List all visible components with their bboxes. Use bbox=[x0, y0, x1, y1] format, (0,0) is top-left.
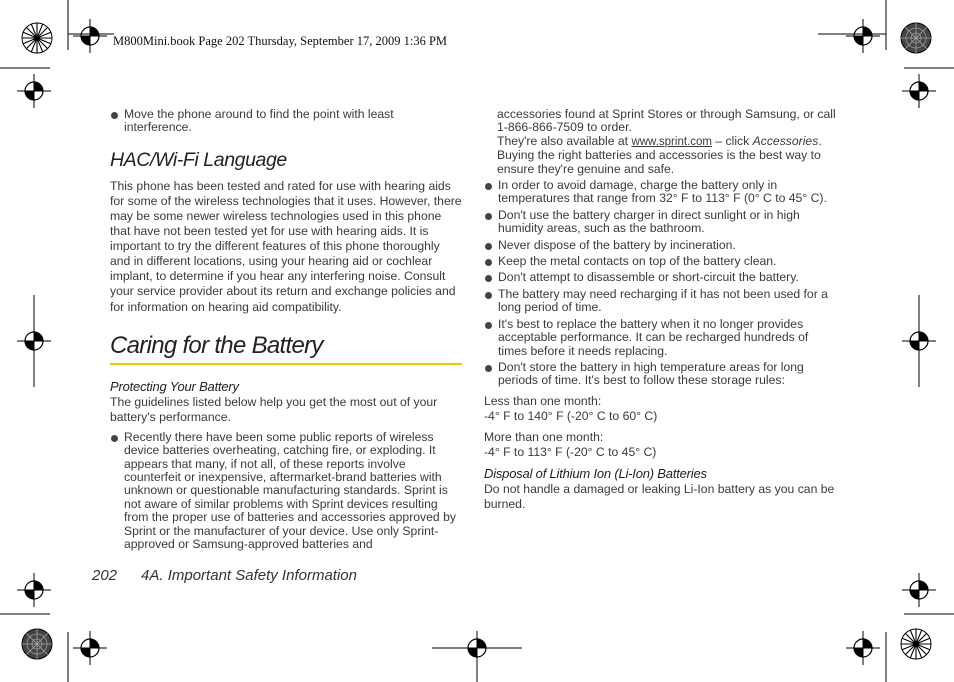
right-column bbox=[484, 108, 840, 515]
list-item: Don't use the battery charger in direct sunlight or in high humidity areas, such as the bathroom. bbox=[484, 209, 840, 236]
left-column bbox=[110, 108, 462, 555]
storage-short bbox=[484, 394, 840, 424]
disposal-heading: Disposal of Lithium Ion (Li-Ion) Batteries bbox=[484, 465, 707, 481]
more-range: -4° F to 113° F (-20° C to 45° C) bbox=[484, 444, 657, 459]
list-item: Never dispose of the battery by incineration. bbox=[484, 239, 840, 252]
list-item: The battery may need recharging if it has not been used for a long period of time. bbox=[484, 288, 840, 315]
page-number: 202 bbox=[92, 567, 118, 584]
list-item: Recently there have been some public reports of wireless device batteries overheating, catching fire, or exploding. It appears that many, if not all, of these reports involve counterfeit or inexpensive, aftermarket-brand batteries with unknown or questionable manufacturing standards. Sprint is not aware of similar problems with Sprint devices resulting from the proper use of batteries and accessories approved by Sprint or the manufacturer of your device. Use only Sprint-approved or Samsung-approved batteries and bbox=[110, 431, 462, 552]
also-available-prefix: They're also available at bbox=[497, 133, 632, 148]
book-header-line: M800Mini.book Page 202 Thursday, September 17, 2009 1:36 PM bbox=[113, 34, 448, 48]
protecting-body: The guidelines listed below help you get the most out of your battery's performance. bbox=[110, 394, 438, 424]
continued-paragraph: accessories found at Sprint Stores or through Samsung, or call 1-866-866-7509 to order. bbox=[497, 107, 836, 135]
list-item: In order to avoid damage, charge the battery only in temperatures that range from 32° F to 113° F (0° C to 45° C). bbox=[484, 179, 840, 206]
more-label: More than one month: bbox=[484, 429, 604, 444]
protecting-heading: Protecting Your Battery bbox=[110, 378, 239, 394]
disposal-body: Do not handle a damaged or leaking Li-Ion battery as you can be burned. bbox=[484, 481, 835, 511]
continued-text bbox=[484, 108, 840, 176]
list-item: Move the phone around to find the point with least interference. bbox=[110, 108, 462, 135]
section-title: 4A. Important Safety Information bbox=[141, 567, 357, 584]
accessories-label: Accessories bbox=[752, 133, 819, 148]
less-range: -4° F to 140° F (-20° C to 60° C) bbox=[484, 408, 658, 423]
sprint-link[interactable]: www.sprint.com bbox=[631, 135, 712, 148]
also-available-suffix: . Buying the right batteries and accessories is the best way to ensure they're genuine and safe. bbox=[497, 133, 822, 176]
battery-heading: Caring for the Battery bbox=[110, 332, 462, 365]
less-label: Less than one month: bbox=[484, 393, 602, 408]
list-item: It's best to replace the battery when it no longer provides acceptable performance. It can be recharged hundreds of times before it needs replacing. bbox=[484, 318, 840, 358]
click-text: – click bbox=[711, 133, 753, 148]
page-footer bbox=[92, 567, 357, 584]
hac-heading: HAC/Wi-Fi Language bbox=[110, 148, 287, 171]
storage-long bbox=[484, 430, 840, 460]
list-item: Don't store the battery in high temperature areas for long periods of time. It's best to follow these storage rules: bbox=[484, 361, 840, 388]
list-item: Keep the metal contacts on top of the battery clean. bbox=[484, 255, 840, 268]
list-item: Don't attempt to disassemble or short-circuit the battery. bbox=[484, 271, 840, 284]
hac-body: This phone has been tested and rated for use with hearing aids for some of the wireless technologies that it uses. However, there may be some newer wireless technologies used in this phone that have not been tested yet for use with hearing aids. It is important to try the different features of this phone thoroughly and in different locations, using your hearing aid or cochlear implant, to determine if you hear any interfering noise. Consult your service provider about its return and exchange policies and for information on hearing aid compatibility. bbox=[110, 178, 462, 314]
